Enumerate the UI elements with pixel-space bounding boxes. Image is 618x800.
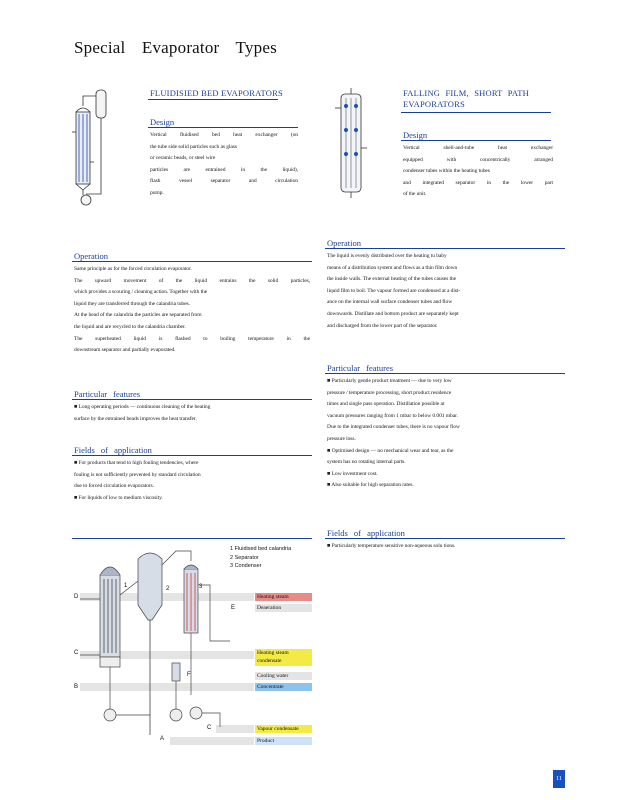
- fluidised-design-text: [150, 130, 298, 200]
- text-line: and discharged from the lower part of the separator.: [327, 322, 438, 329]
- falling-design-text: [403, 143, 553, 201]
- text-line: At the head of the calandria the particles are separated from: [74, 312, 202, 319]
- stream-concentrate: Concentrate: [255, 683, 312, 691]
- text-line: ance on the internal wall surface condenser tubes and flow: [327, 299, 453, 306]
- falling-heading: [403, 88, 529, 110]
- operation-left-heading: Operation: [74, 251, 108, 261]
- text-line: The superheated liquid is flashed to boiling temperature in the: [74, 335, 310, 342]
- text-line: ■ Particularly gentle product treatment — due to very low: [327, 378, 452, 384]
- text-line: liquid they are transferred through the calandria tubes.: [74, 300, 190, 307]
- label-b: B: [74, 684, 79, 690]
- product-pump: [190, 707, 202, 719]
- page-title: Special Evaporator Types: [74, 38, 277, 57]
- text-line: of the unit.: [403, 191, 427, 198]
- fields-right-text: [327, 541, 563, 553]
- operation-left-text: [74, 264, 310, 357]
- text-line: The liquid is evenly distributed over the heating tu baby: [327, 253, 447, 259]
- features-left-heading: Particular features: [74, 389, 141, 399]
- text-line: vacuum pressures ranging from 1 mbar to below 0.001 mbar.: [327, 412, 458, 419]
- text-line: system has no rotating internal parts.: [327, 459, 406, 466]
- features-right-rule: [325, 373, 565, 374]
- fields-left-text: [74, 458, 310, 504]
- text-line: liquid film to boil. The vapour formed are condensed at a dist-: [327, 287, 461, 294]
- text-line: ■ Optimised design — no mechanical wear and tear, as the: [327, 447, 454, 454]
- label-e: E: [231, 605, 236, 611]
- text-line: or ceramic beads, or steel wire: [150, 155, 216, 162]
- text-line: Due to the integrated condenser tubes, there is no vapour flow: [327, 424, 460, 431]
- label-2: 2: [166, 586, 170, 592]
- text-line: ■ For products that tend to high fouling tendencies, where: [74, 460, 199, 466]
- text-line: pressure loss.: [327, 435, 356, 442]
- text-line: the liquid and are recycled to the calandria chamber.: [74, 323, 186, 330]
- fields-right-rule: [325, 538, 565, 539]
- features-right-heading: Particular features: [327, 363, 394, 373]
- text-line: and integrated separator in the lower part: [403, 179, 553, 186]
- text-line: means of a distribution system and flows as a thin film down: [327, 264, 458, 271]
- text-line: Vertical shell-and-tube heat exchanger: [403, 145, 553, 151]
- stream-product: Product: [255, 737, 312, 745]
- label-3: 3: [199, 584, 203, 590]
- stream-vapour-condensate: Vapour condensate: [255, 725, 312, 733]
- stream-heating-steam-condensate: Heating steam condensate: [255, 649, 312, 666]
- text-line: ■ For liquids of low to medium viscosity.: [74, 494, 163, 501]
- text-line: particles are entrained in the liquid),: [150, 166, 298, 173]
- diagram-top-rule: [72, 538, 312, 539]
- label-f: F: [187, 672, 191, 678]
- text-line: pressure / temperature processing, short product residence: [327, 389, 452, 396]
- fluidised-design-rule: [148, 127, 298, 128]
- text-line: downstream separator and partially evaporated.: [74, 347, 176, 354]
- label-1: 1: [124, 583, 128, 589]
- fields-right-heading: Fields of application: [327, 528, 405, 538]
- text-line: the tube side solid particles such as glass: [150, 143, 237, 150]
- falling-film-evaporator-illustration: [333, 88, 369, 198]
- text-line: ■ Also suitable for high separation rates.: [327, 482, 414, 489]
- text-line: ■ Low investment cost.: [327, 470, 378, 477]
- features-left-text: [74, 402, 310, 425]
- operation-right-heading: Operation: [327, 238, 361, 248]
- fields-left-heading: Fields of application: [74, 445, 152, 455]
- label-c: C: [74, 650, 79, 656]
- text-line: flash vessel separator and circulation: [150, 178, 298, 185]
- text-line: surface by the entrained beads improves the heat transfer.: [74, 415, 197, 422]
- text-line: fouling is not sufficiently prevented by standard circulation: [74, 471, 201, 478]
- stream-deaeration: Deaeration: [255, 604, 312, 612]
- text-line: ■ Particularly temperature sensitive non-aqueous solu tions.: [327, 543, 456, 549]
- label-a: A: [160, 736, 165, 742]
- condensate-pump: [170, 709, 182, 721]
- fluidised-heading: FLUIDISIED BED EVAPORATORS: [150, 88, 283, 98]
- label-c2: C: [207, 725, 212, 731]
- stream-heating-steam: Heating steam: [255, 593, 312, 601]
- legend-item: 3 Condenser: [230, 563, 262, 569]
- page-number: 11: [553, 770, 565, 788]
- features-left-rule: [72, 399, 312, 400]
- process-flow-diagram: [80, 545, 255, 745]
- separator-vessel: [138, 553, 162, 620]
- text-line: ■ Long operating periods — continuous cleaning of the heating: [74, 404, 211, 410]
- label-d: D: [74, 594, 79, 600]
- text-line: equipped with concentrically arranged: [403, 156, 553, 163]
- operation-right-rule: [325, 248, 565, 249]
- circulation-pump: [104, 709, 116, 721]
- text-line: due to forced circulation evaporators.: [74, 483, 154, 490]
- text-line: The upward movement of the liquid entrains the solid particles,: [74, 277, 310, 284]
- text-line: the inside walls. The external heating of the tubes causes the: [327, 276, 456, 283]
- fluidised-bed-calandria: [100, 575, 120, 657]
- falling-heading-line1: FALLING FILM, SHORT PATH: [403, 88, 530, 98]
- falling-heading-rule: [401, 112, 551, 113]
- falling-design-heading: Design: [403, 130, 428, 140]
- fields-left-rule: [72, 455, 312, 456]
- operation-left-rule: [72, 261, 312, 262]
- falling-heading-line2: EVAPORATORS: [403, 99, 465, 109]
- text-line: condenser tubes within the heating tubes: [403, 168, 490, 175]
- fluidised-heading-rule: [148, 99, 278, 100]
- text-line: times and single pass operation. Distillation possible at: [327, 401, 445, 408]
- text-line: Vertical fluidised bed heat exchanger (on: [150, 132, 298, 138]
- fluidised-design-heading: Design: [150, 117, 175, 127]
- operation-right-text: [327, 251, 563, 332]
- text-line: which provides a scouring / cleaning action. Together with the: [74, 289, 208, 296]
- legend-item: 1 Fluidised bed calandria: [230, 546, 292, 552]
- fluidised-bed-evaporator-illustration: [68, 82, 114, 212]
- legend-item: 2 Separator: [230, 554, 259, 561]
- features-right-text: [327, 376, 563, 492]
- text-line: Same principle as for the forced circulation evaporator.: [74, 266, 192, 272]
- text-line: downwards. Distillate and bottom product are separately kept: [327, 310, 459, 317]
- stream-cooling-water: Cooling water: [255, 672, 312, 680]
- text-line: pump.: [150, 189, 164, 196]
- falling-design-rule: [401, 140, 551, 141]
